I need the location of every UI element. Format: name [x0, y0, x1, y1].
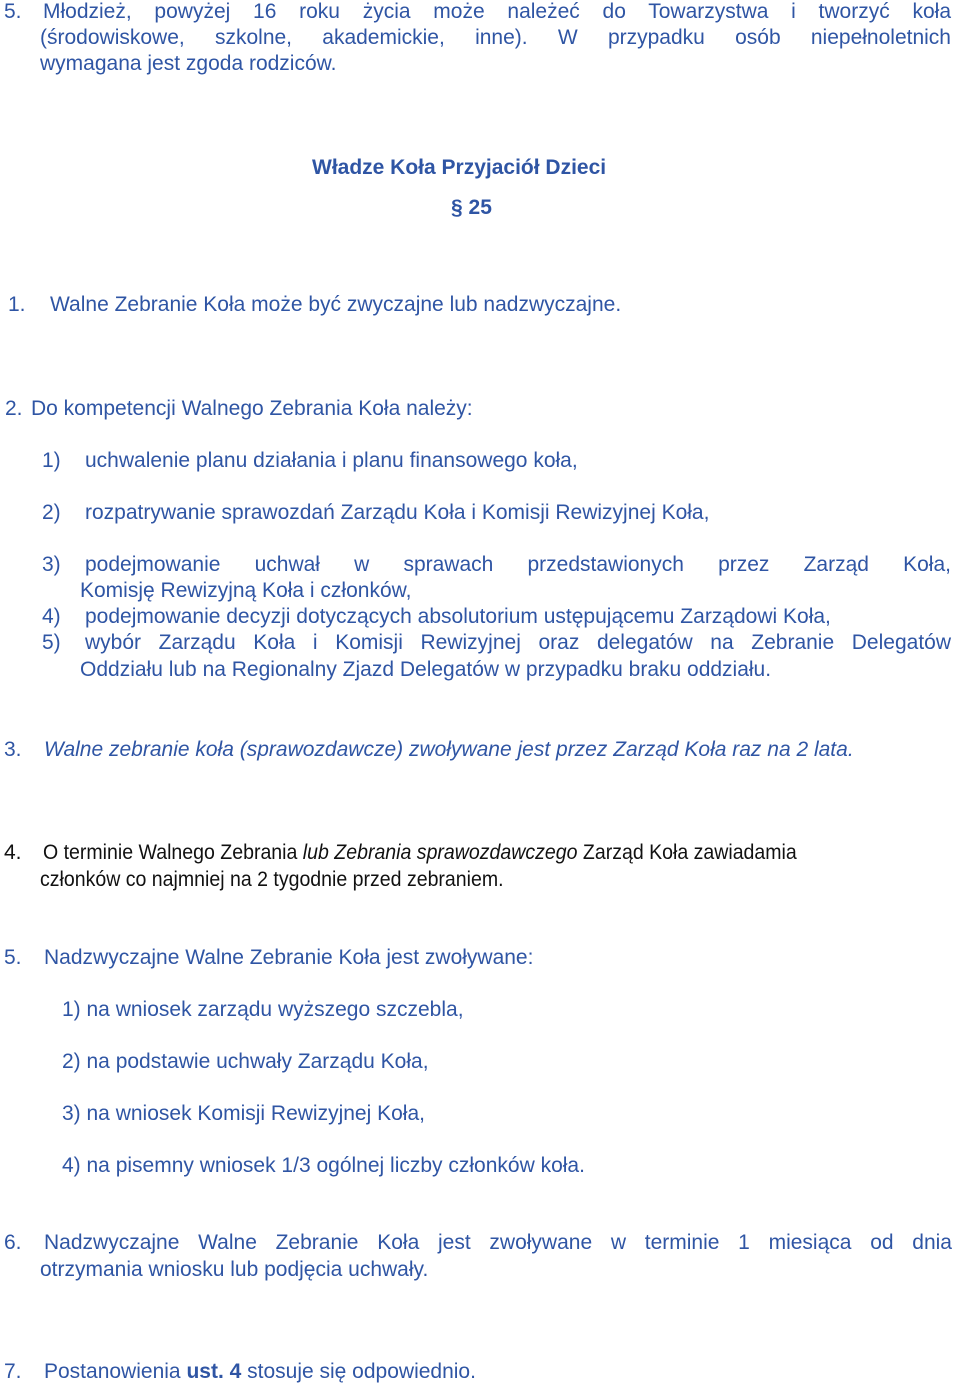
- item-text-part: stosuje się odpowiednio.: [241, 1360, 476, 1383]
- subitem-number: 5): [42, 631, 61, 654]
- item-number: 5.: [4, 946, 22, 969]
- subitem-number: 1): [42, 449, 61, 472]
- item-text-part: Postanowienia: [44, 1360, 187, 1383]
- item-number: 4.: [4, 841, 22, 864]
- item-text: otrzymania wniosku lub podjęcia uchwały.: [40, 1258, 429, 1281]
- item-number: 2.: [5, 397, 23, 420]
- paragraph-line: wymagana jest zgoda rodziców.: [40, 52, 337, 75]
- item-text: Nadzwyczajne Walne Zebranie Koła jest zwoływane:: [44, 946, 534, 969]
- item-text: [43, 840, 797, 866]
- item-text: Walne Zebranie Koła może być zwyczajne lub nadzwyczajne.: [50, 293, 622, 316]
- subitem-text: podejmowanie decyzji dotyczących absolutorium ustępującemu Zarządowi Koła,: [85, 605, 831, 628]
- section-number: § 25: [451, 196, 492, 219]
- subitem-text: wybór Zarządu Koła i Komisji Rewizyjnej oraz delegatów na Zebranie Delegatów: [85, 631, 951, 654]
- subitem-number: 4): [42, 605, 61, 628]
- subitem-text: Oddziału lub na Regionalny Zjazd Delegatów w przypadku braku oddziału.: [80, 658, 772, 681]
- subitem-text: uchwalenie planu działania i planu finansowego koła,: [85, 449, 578, 472]
- item-text: Do kompetencji Walnego Zebrania Koła należy:: [31, 397, 473, 420]
- paragraph-line: Młodzież, powyżej 16 roku życia może należeć do Towarzystwa i tworzyć koła: [43, 0, 951, 23]
- item-text-bold: ust. 4: [186, 1360, 242, 1383]
- paragraph-line: (środowiskowe, szkolne, akademickie, inne). W przypadku osób niepełnoletnich: [40, 26, 951, 49]
- item-text: Walne zebranie koła (sprawozdawcze) zwoływane jest przez Zarząd Koła raz na 2 lata.: [44, 738, 854, 761]
- subitem-text: 1) na wniosek zarządu wyższego szczebla,: [62, 998, 464, 1021]
- item-text-part: O terminie Walnego Zebrania: [43, 841, 303, 864]
- subitem-number: 2): [42, 501, 61, 524]
- item-text: członków co najmniej na 2 tygodnie przed zebraniem.: [40, 868, 504, 891]
- item-text-italic: lub Zebrania sprawozdawczego: [302, 841, 578, 864]
- item-text-part: Zarząd Koła zawiadamia: [577, 841, 797, 864]
- item-number: 5.: [4, 0, 22, 23]
- subitem-text: 4) na pisemny wniosek 1/3 ogólnej liczby członków koła.: [62, 1154, 585, 1177]
- subitem-text: podejmowanie uchwał w sprawach przedstawionych przez Zarząd Koła,: [85, 553, 951, 576]
- item-number: 3.: [4, 738, 22, 761]
- item-text: Nadzwyczajne Walne Zebranie Koła jest zwoływane w terminie 1 miesiąca od dnia: [44, 1231, 952, 1254]
- item-number: 7.: [4, 1360, 22, 1383]
- subitem-text: 3) na wniosek Komisji Rewizyjnej Koła,: [62, 1102, 425, 1125]
- subitem-number: 3): [42, 553, 61, 576]
- item-text: [44, 1359, 476, 1385]
- item-number: 1.: [8, 293, 26, 316]
- subitem-text: rozpatrywanie sprawozdań Zarządu Koła i Komisji Rewizyjnej Koła,: [85, 501, 710, 524]
- section-heading: Władze Koła Przyjaciół Dzieci: [312, 156, 607, 179]
- subitem-text: Komisję Rewizyjną Koła i członków,: [80, 579, 412, 602]
- item-number: 6.: [4, 1231, 22, 1254]
- subitem-text: 2) na podstawie uchwały Zarządu Koła,: [62, 1050, 429, 1073]
